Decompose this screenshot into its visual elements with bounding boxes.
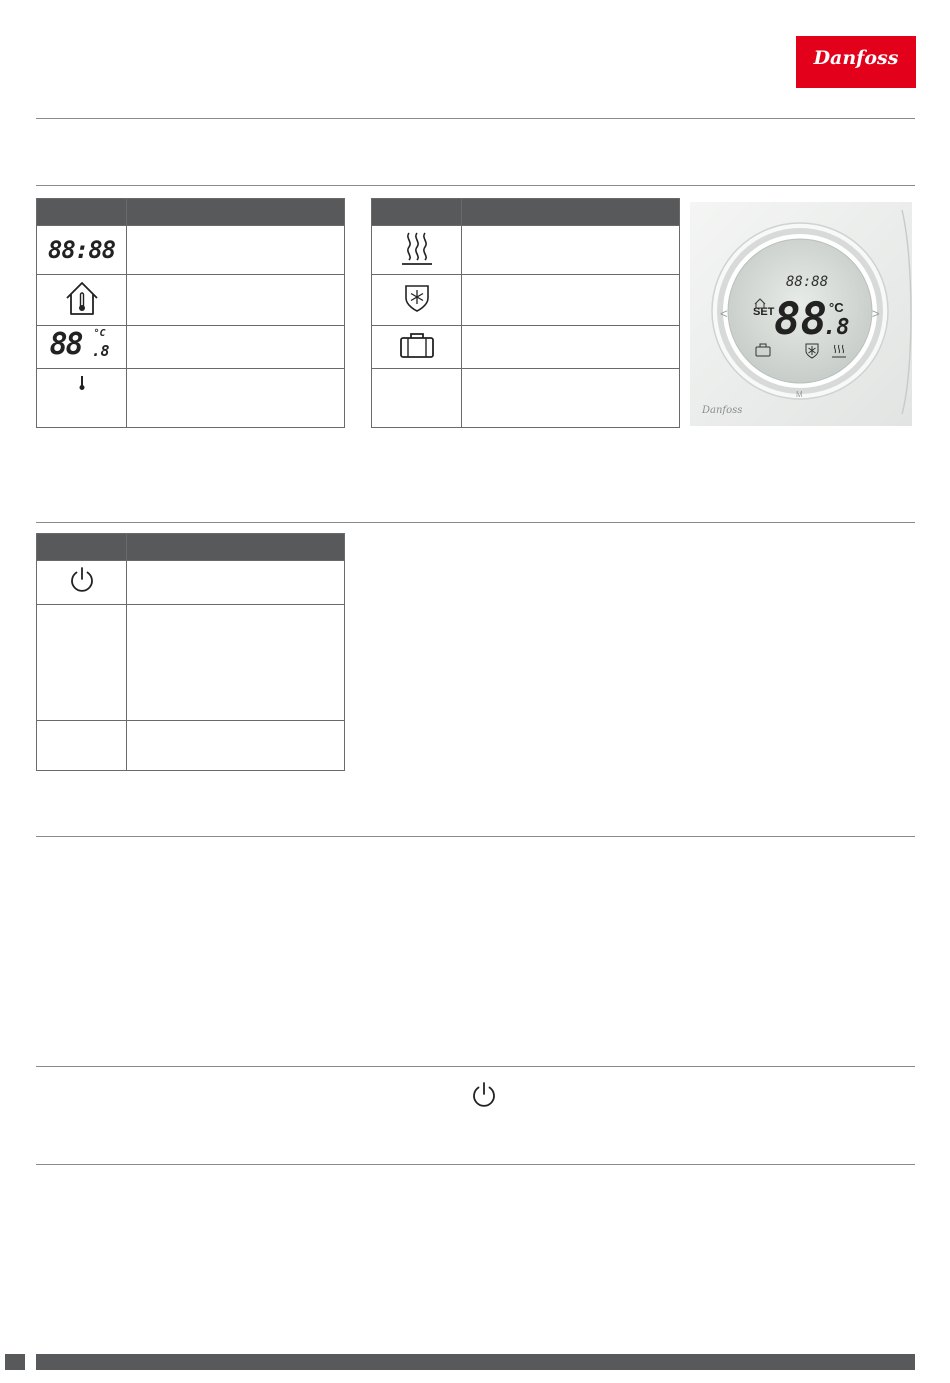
icon-cell bbox=[37, 721, 127, 771]
table-row bbox=[37, 326, 345, 369]
description-cell bbox=[127, 326, 345, 369]
temp-unit: °C bbox=[93, 327, 106, 339]
description-cell bbox=[462, 275, 680, 326]
lcd-time: 88:88 bbox=[786, 274, 829, 290]
lcd-temperature: 88 bbox=[774, 294, 827, 345]
right-arrow-button[interactable]: > bbox=[872, 306, 880, 321]
display-symbols-table bbox=[36, 198, 345, 428]
home-thermometer-icon bbox=[64, 279, 100, 317]
mode-button[interactable]: M bbox=[796, 390, 803, 399]
power-icon bbox=[470, 1080, 498, 1110]
section-divider bbox=[36, 522, 915, 523]
lcd-decimal: .8 bbox=[823, 315, 850, 340]
table-row bbox=[37, 605, 345, 721]
small-thermometer-icon bbox=[78, 375, 86, 391]
logo-text: Danfoss bbox=[813, 47, 899, 69]
table-header-cell bbox=[127, 199, 345, 226]
table-row bbox=[37, 275, 345, 326]
section-divider bbox=[36, 185, 915, 186]
description-cell bbox=[127, 275, 345, 326]
table-row bbox=[37, 369, 345, 428]
description-cell bbox=[127, 721, 345, 771]
temp-decimal: .8 bbox=[91, 341, 110, 360]
icon-cell bbox=[37, 275, 127, 326]
section-divider bbox=[36, 1066, 915, 1067]
description-cell bbox=[127, 561, 345, 605]
table-row bbox=[372, 369, 680, 428]
section-divider bbox=[36, 1164, 915, 1165]
lcd-set-label: SET bbox=[753, 306, 775, 318]
suitcase-icon bbox=[399, 331, 435, 359]
section-divider bbox=[36, 118, 915, 119]
table-header-cell bbox=[127, 534, 345, 561]
description-cell bbox=[127, 605, 345, 721]
icon-cell bbox=[372, 275, 462, 326]
footer-page-marker bbox=[5, 1354, 25, 1370]
icon-cell bbox=[37, 561, 127, 605]
description-cell bbox=[462, 326, 680, 369]
digit-clock-icon: 88:88 bbox=[47, 236, 116, 264]
icon-cell bbox=[37, 226, 127, 275]
thermostat-illustration bbox=[690, 200, 914, 426]
table-header-cell bbox=[462, 199, 680, 226]
icon-cell bbox=[37, 326, 127, 369]
table-row bbox=[372, 226, 680, 275]
section-divider bbox=[36, 836, 915, 837]
mode-symbols-table bbox=[371, 198, 680, 428]
power-icon bbox=[68, 565, 96, 595]
temperature-digits-icon bbox=[50, 328, 114, 362]
description-cell bbox=[462, 369, 680, 428]
table-row bbox=[372, 326, 680, 369]
heat-waves-icon bbox=[400, 229, 434, 267]
table-row bbox=[372, 275, 680, 326]
description-cell bbox=[127, 226, 345, 275]
table-row bbox=[37, 721, 345, 771]
left-arrow-button[interactable]: < bbox=[720, 306, 728, 321]
icon-cell bbox=[372, 326, 462, 369]
lcd-unit: °C bbox=[829, 300, 844, 315]
icon-cell bbox=[372, 369, 462, 428]
icon-cell bbox=[372, 226, 462, 275]
table-header-cell bbox=[372, 199, 462, 226]
danfoss-logo bbox=[796, 36, 916, 88]
icon-cell bbox=[37, 605, 127, 721]
table-row bbox=[37, 561, 345, 605]
icon-cell bbox=[37, 369, 127, 428]
description-cell bbox=[127, 369, 345, 428]
table-header-cell bbox=[37, 199, 127, 226]
thermostat-brand: Danfoss bbox=[702, 405, 743, 416]
table-header-cell bbox=[37, 534, 127, 561]
buttons-table bbox=[36, 533, 345, 771]
description-cell bbox=[462, 226, 680, 275]
table-row bbox=[37, 226, 345, 275]
temp-big-digits: 88 bbox=[49, 326, 82, 362]
frost-shield-icon bbox=[402, 282, 432, 314]
footer-bar bbox=[36, 1354, 915, 1370]
